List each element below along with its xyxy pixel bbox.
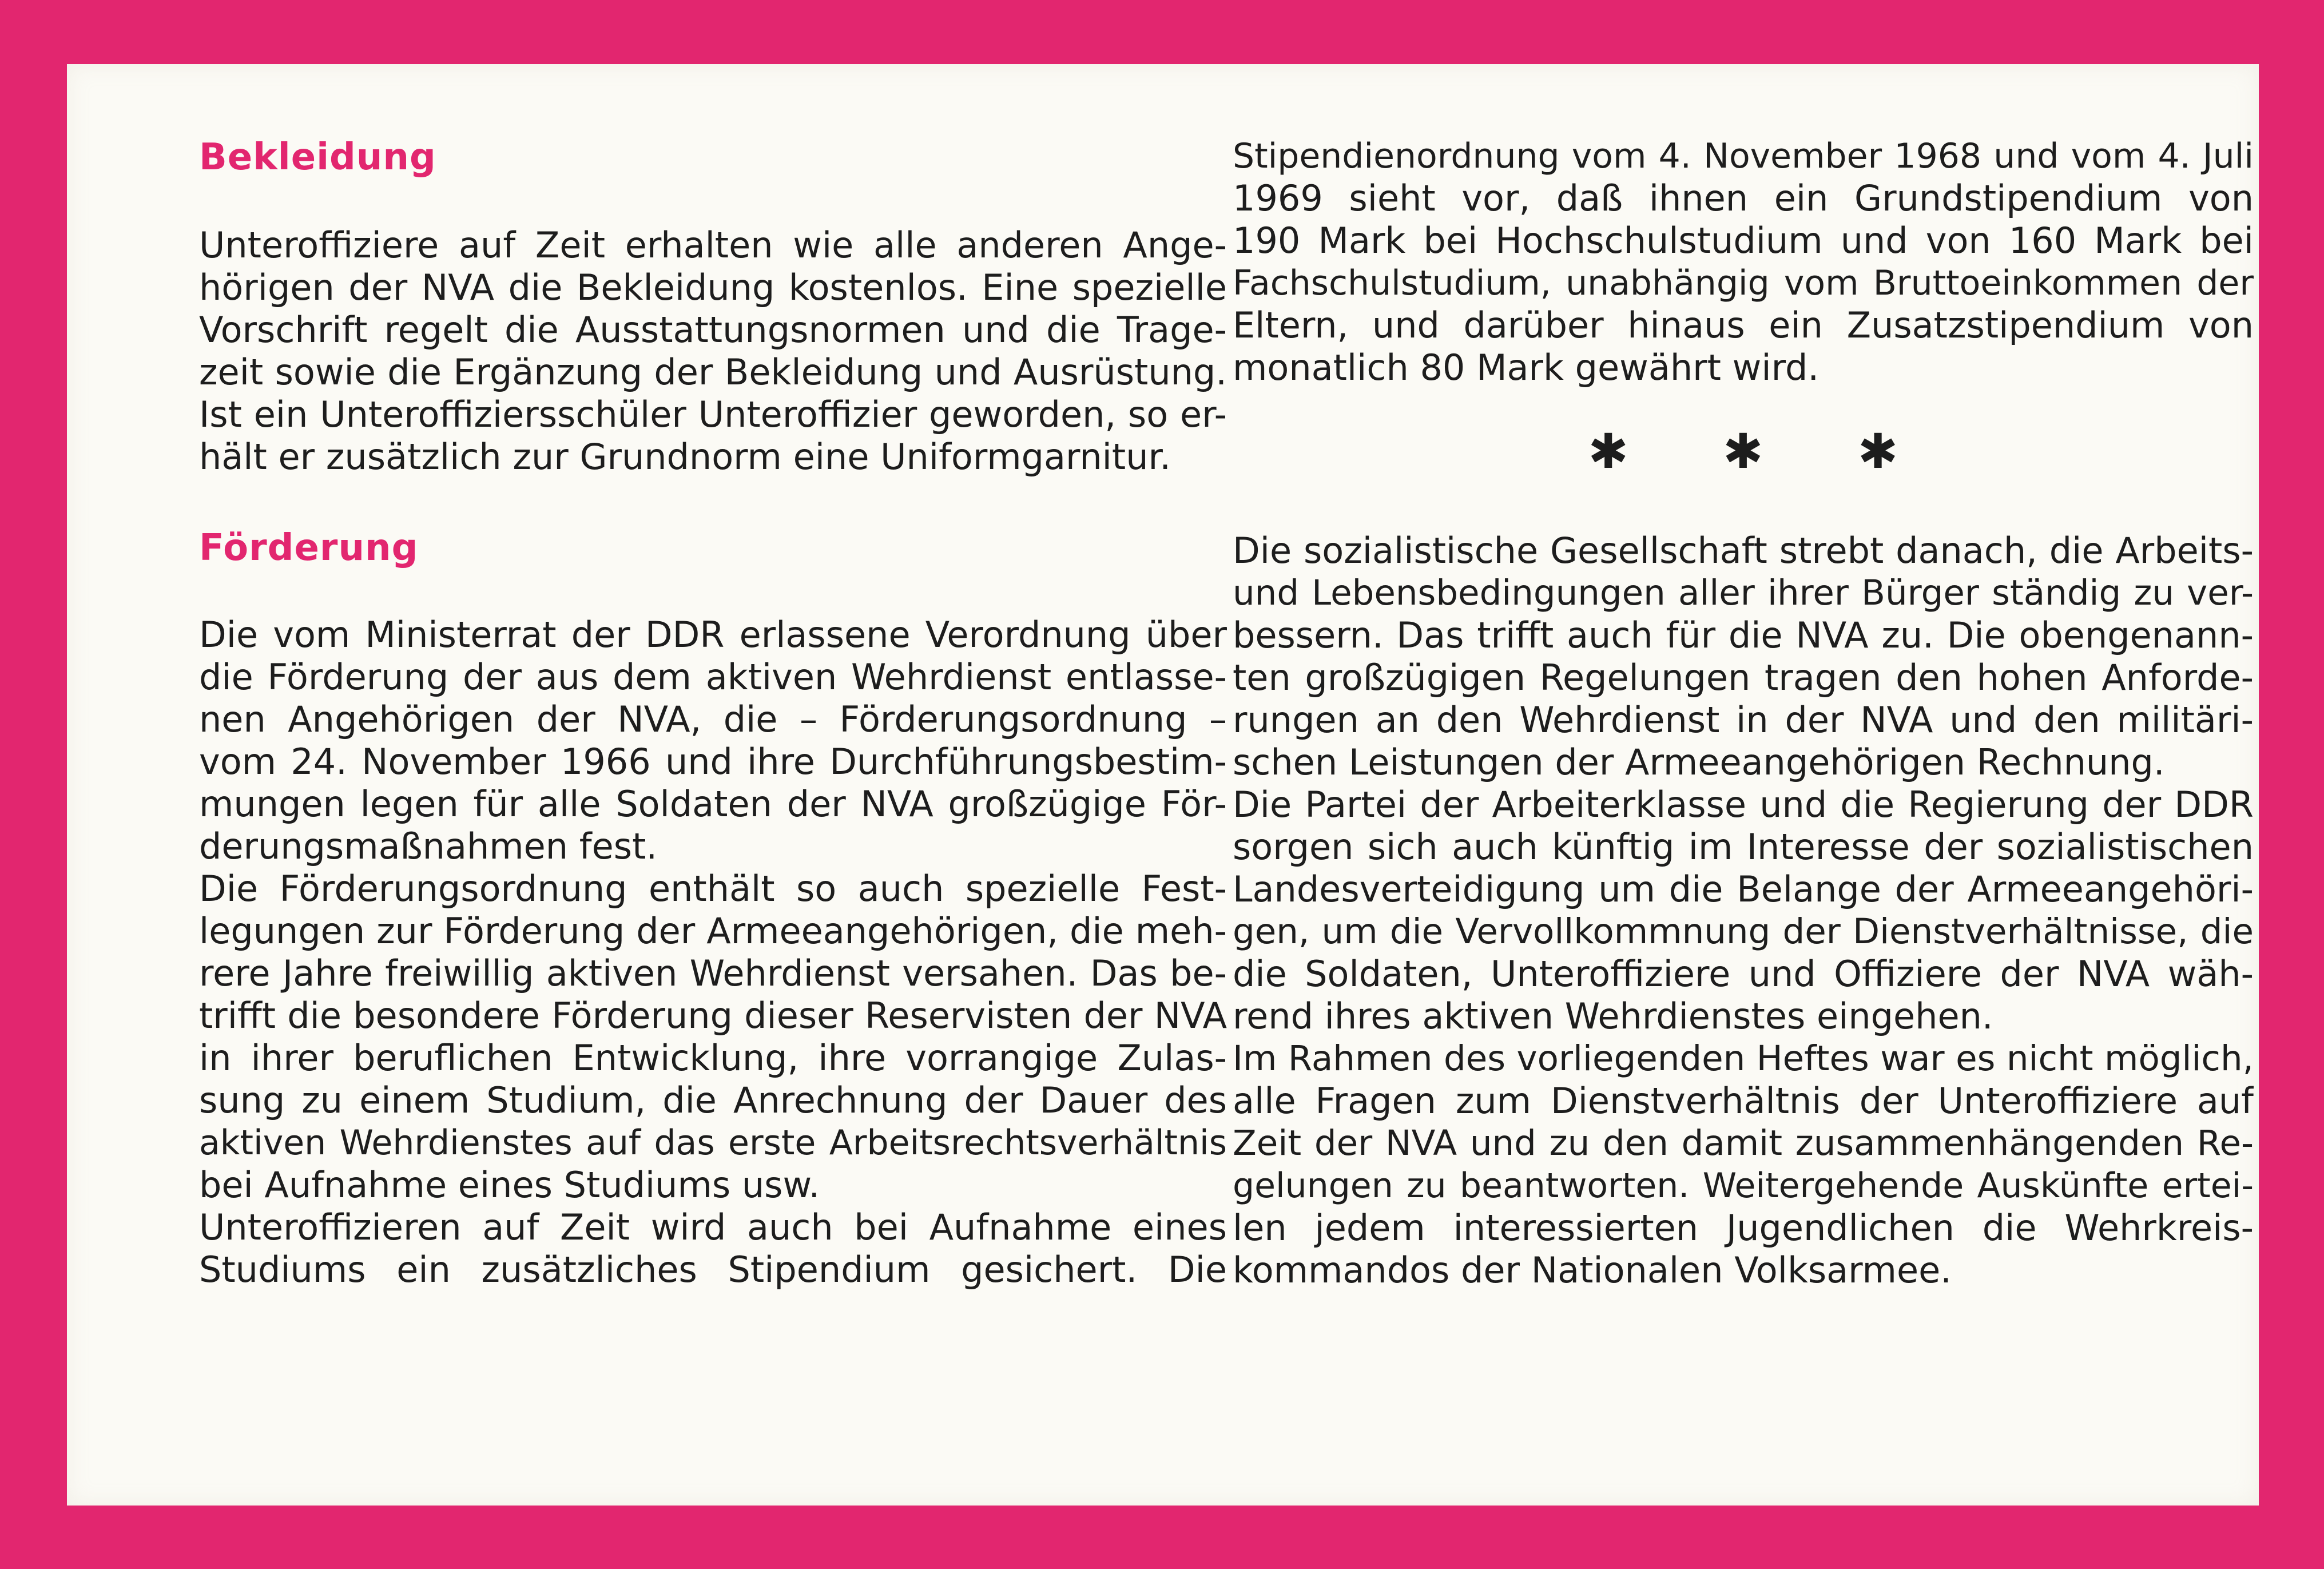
text-line: Die vom Ministerrat der DDR erlassene Verordnung über — [199, 614, 1227, 656]
text-line: aktiven Wehrdienstes auf das erste Arbeitsrechtsverhältnis — [199, 1123, 1227, 1163]
text-line: Studiums ein zusätzliches Stipendium gesichert. Die — [199, 1249, 1227, 1290]
text-line: Eltern, und darüber hinaus ein Zusatzstipendium von — [1233, 304, 2254, 346]
text-line: Unteroffiziere auf Zeit erhalten wie alle anderen Ange- — [199, 224, 1227, 266]
text-line: kommandos der Nationalen Volksarmee. — [1233, 1249, 1952, 1291]
text-line: rungen an den Wehrdienst in der NVA und den militäri- — [1233, 699, 2254, 741]
text-line: Vorschrift regelt die Ausstattungsnormen und die Trage- — [199, 309, 1227, 351]
text-line: in ihrer beruflichen Entwicklung, ihre vorrangige Zulas- — [199, 1037, 1227, 1079]
heading-foerderung: Förderung — [199, 527, 419, 569]
text-line: und Lebensbedingungen aller ihrer Bürger ständig zu ver- — [1233, 573, 2254, 613]
text-line: hörigen der NVA die Bekleidung kostenlos. Eine spezielle — [199, 267, 1227, 308]
text-line: nen Angehörigen der NVA, die – Förderungsordnung – — [199, 698, 1227, 740]
text-line: mungen legen für alle Soldaten der NVA großzügige För- — [199, 783, 1227, 825]
heading-bekleidung: Bekleidung — [199, 136, 436, 178]
paragraph-stipendium — [1233, 135, 2254, 389]
text-line: Die Förderungsordnung enthält so auch spezielle Fest- — [199, 868, 1227, 909]
text-line: alle Fragen zum Dienstverhältnis der Unteroffiziere auf — [1233, 1080, 2254, 1122]
text-line: die Förderung der aus dem aktiven Wehrdienst entlasse- — [199, 656, 1227, 698]
text-line: Stipendienordnung vom 4. November 1968 und vom 4. Juli — [1233, 136, 2254, 176]
text-line: rend ihres aktiven Wehrdienstes eingehen. — [1233, 995, 1993, 1037]
text-line: ten großzügigen Regelungen tragen den hohen Anforde- — [1233, 657, 2254, 698]
text-line: 1969 sieht vor, daß ihnen ein Grundstipendium von — [1233, 177, 2254, 219]
section-separator-asterisks — [1233, 423, 2254, 479]
paragraph-schluss — [1233, 530, 2254, 1292]
asterisk-icon: ✱ — [1857, 423, 1898, 479]
text-line: monatlich 80 Mark gewährt wird. — [1233, 347, 1820, 388]
asterisk-icon: ✱ — [1588, 423, 1629, 479]
paragraph-foerderung — [199, 614, 1227, 1291]
text-line: gelungen zu beantworten. Weitergehende Auskünfte ertei- — [1233, 1166, 2254, 1206]
text-line: 190 Mark bei Hochschulstudium und von 160 Mark bei — [1233, 220, 2254, 261]
text-line: Fachschulstudium, unabhängig vom Bruttoeinkommen der — [1233, 263, 2254, 303]
text-line: Ist ein Unteroffiziersschüler Unteroffizier geworden, so er- — [199, 394, 1227, 435]
asterisk-icon: ✱ — [1723, 423, 1763, 479]
paper-page — [67, 64, 2259, 1506]
text-line: len jedem interessierten Jugendlichen die Wehrkreis- — [1233, 1207, 2254, 1249]
text-line: trifft die besondere Förderung dieser Reservisten der NVA — [199, 995, 1227, 1036]
text-line: gen, um die Vervollkommnung der Dienstverhältnisse, die — [1233, 911, 2254, 952]
text-line: derungsmaßnahmen fest. — [199, 825, 658, 867]
paragraph-bekleidung — [199, 224, 1227, 478]
text-line: Unteroffizieren auf Zeit wird auch bei Aufnahme eines — [199, 1206, 1227, 1248]
text-line: bessern. Das trifft auch für die NVA zu. Die obengenann- — [1233, 614, 2254, 656]
text-line: zeit sowie die Ergänzung der Bekleidung und Ausrüstung. — [199, 351, 1227, 393]
text-line: Die sozialistische Gesellschaft strebt danach, die Arbeits- — [1233, 530, 2254, 571]
text-line: legungen zur Förderung der Armeeangehörigen, die meh- — [199, 910, 1227, 952]
text-line: vom 24. November 1966 und ihre Durchführungsbestim- — [199, 741, 1227, 782]
text-line: Die Partei der Arbeiterklasse und die Regierung der DDR — [1233, 784, 2254, 825]
text-line: hält er zusätzlich zur Grundnorm eine Uniformgarnitur. — [199, 436, 1171, 478]
text-line: Zeit der NVA und zu den damit zusammenhängenden Re- — [1233, 1123, 2254, 1163]
text-line: sorgen sich auch künftig im Interesse der sozialistischen — [1233, 826, 2254, 868]
text-line: sung zu einem Studium, die Anrechnung der Dauer des — [199, 1079, 1227, 1121]
text-line: bei Aufnahme eines Studiums usw. — [199, 1164, 820, 1206]
text-line: Im Rahmen des vorliegenden Heftes war es nicht möglich, — [1233, 1038, 2254, 1079]
text-line: schen Leistungen der Armeeangehörigen Rechnung. — [1233, 741, 2165, 783]
text-line: die Soldaten, Unteroffiziere und Offiziere der NVA wäh- — [1233, 953, 2254, 995]
text-line: rere Jahre freiwillig aktiven Wehrdienst versahen. Das be- — [199, 952, 1227, 994]
text-line: Landesverteidigung um die Belange der Armeeangehöri- — [1233, 868, 2254, 910]
